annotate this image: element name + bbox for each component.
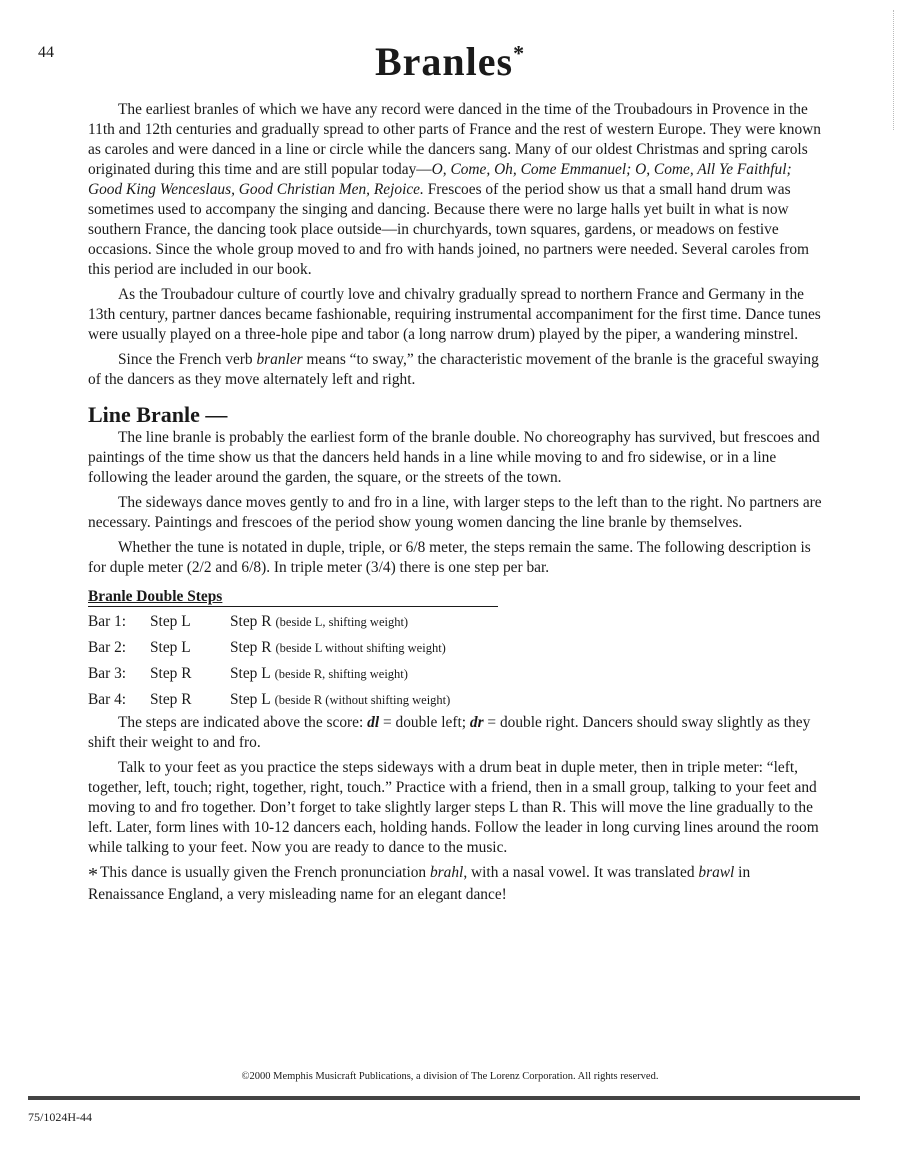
- page-number: 44: [38, 44, 54, 61]
- paragraph-practice: Talk to your feet as you practice the steps sideways with a drum beat in duple meter, then in triple meter: “left, together, left, touch; right, together, right, touch.” Practice with a friend, then in a small group, talking to your feet and moving to and fro together. Don’t forget to take slightly larger steps L than R. This will move the line gradually to the left. Later, form lines with 10-12 dancers each, holding hands. Follow the leader in long curving lines around the room while talking to your feet. Now you are ready to dance to the music.: [88, 759, 819, 856]
- step-note: (beside R, shifting weight): [274, 667, 408, 681]
- paragraph-meter: Whether the tune is notated in duple, triple, or 6/8 meter, the steps remain the same. The following description is for duple meter (2/2 and 6/8). In triple meter (3/4) there is one step per bar.: [88, 539, 811, 576]
- step-bar: Bar 4:: [88, 691, 127, 708]
- step-second: Step R: [230, 639, 272, 656]
- steps-list: [88, 609, 822, 713]
- paragraph-courtly-love: As the Troubadour culture of courtly love and chivalry gradually spread to northern France and Germany in the 13th century, partner dances became fashionable, requiring instrumental accompaniment for the first time. Dance tunes were usually played on a three-hole pipe and tabor (a long narrow drum) played by the piper, a wandering minstrel.: [88, 286, 821, 343]
- paragraph-line-branle: The line branle is probably the earliest form of the branle double. No choreography has survived, but frescoes and paintings of the time show us that the dancers held hands in a line while moving to and fro sidewise, or in a line following the leader around the garden, the square, or the streets of the town.: [88, 429, 820, 486]
- step-note: (beside L without shifting weight): [275, 641, 446, 655]
- catalog-code: 75/1024H-44: [28, 1110, 92, 1124]
- step-row: [88, 609, 822, 635]
- step-second: Step L: [230, 691, 271, 708]
- double-right-symbol: dr: [469, 714, 484, 731]
- page-title: [0, 38, 900, 85]
- footnote-brawl: brawl: [698, 864, 735, 881]
- footer-rule: [28, 1096, 860, 1100]
- footnote: [88, 863, 822, 905]
- step-row: [88, 635, 822, 661]
- step-note: (beside L, shifting weight): [275, 615, 409, 629]
- para3-text-a: Since the French verb: [118, 351, 257, 368]
- footnote-text-a: This dance is usually given the French pronunciation: [100, 864, 430, 881]
- step-second: Step R: [230, 613, 272, 630]
- para1-text-a: The earliest branles of which we have any record were danced in the time of the Troubadours in Provence in the 11th and 12th centuries and gradually spread to other parts of France and the rest of western Europe. They were known as caroles and were danced in a line or circle while the dancers sang. Many of our oldest Christmas and spring carols originated during this time and are still popular today—: [88, 101, 821, 178]
- steps-title: [88, 588, 498, 607]
- double-left-symbol: dl: [367, 714, 380, 731]
- para7-text-a: The steps are indicated above the score:: [118, 714, 368, 731]
- title-footnote-mark: *: [513, 40, 526, 66]
- footnote-text-c: in Renaissance England, a very misleading name for an elegant dance!: [88, 864, 751, 903]
- paragraph-notation: [88, 713, 822, 753]
- article-body: [88, 100, 822, 910]
- copyright-notice: ©2000 Memphis Musicraft Publications, a division of The Lorenz Corporation. All rights reserved.: [241, 1071, 659, 1082]
- footnote-brahl: brahl: [429, 864, 464, 881]
- step-bar: Bar 3:: [88, 665, 127, 682]
- step-first: Step L: [150, 613, 191, 630]
- para3-text-b: means “to sway,” the characteristic movement of the branle is the graceful swaying of the dancers as they move alternately left and right.: [88, 351, 819, 388]
- step-bar: Bar 1:: [88, 613, 127, 630]
- paragraph-sway: [88, 350, 822, 390]
- step-bar: Bar 2:: [88, 639, 127, 656]
- para7-text-b: = double left;: [379, 714, 470, 731]
- paragraph-sideways: The sideways dance moves gently to and fro in a line, with larger steps to the left than to the right. No partners are necessary. Paintings and frescoes of the period show young women dancing the line branle by themselves.: [88, 494, 822, 531]
- step-row: [88, 687, 822, 713]
- step-first: Step L: [150, 639, 191, 656]
- paragraph-troubadours: [88, 100, 822, 280]
- title-text: Branles: [374, 39, 514, 84]
- step-note: (beside R (without shifting weight): [274, 693, 451, 707]
- branler-word: branler: [256, 351, 303, 368]
- carol-titles: O, Come, Oh, Come Emmanuel; O, Come, All Ye Faithful; Good King Wenceslaus, Good Christian Men, Rejoice.: [88, 161, 792, 198]
- para7-text-c: = double right. Dancers should sway slightly as they shift their weight to and fro.: [88, 714, 811, 751]
- step-first: Step R: [150, 691, 192, 708]
- footnote-text-b: , with a nasal vowel. It was translated: [463, 864, 699, 881]
- steps-title-text: Branle Double Steps: [88, 588, 223, 605]
- para1-text-b: Frescoes of the period show us that a small hand drum was sometimes used to accompany the singing and dancing. Because there were no large halls yet built in what is now southern France, the dancing took place outside—in churchyards, town squares, gardens, or meadows on festive occasions. Since the whole group moved to and fro with hands joined, no partners were needed. Several caroles from this period are included in our book.: [88, 181, 810, 278]
- section-heading-line-branle: Line Branle —: [88, 402, 228, 427]
- step-second: Step L: [230, 665, 271, 682]
- footnote-star: *: [88, 864, 98, 886]
- step-row: [88, 661, 822, 687]
- step-first: Step R: [150, 665, 192, 682]
